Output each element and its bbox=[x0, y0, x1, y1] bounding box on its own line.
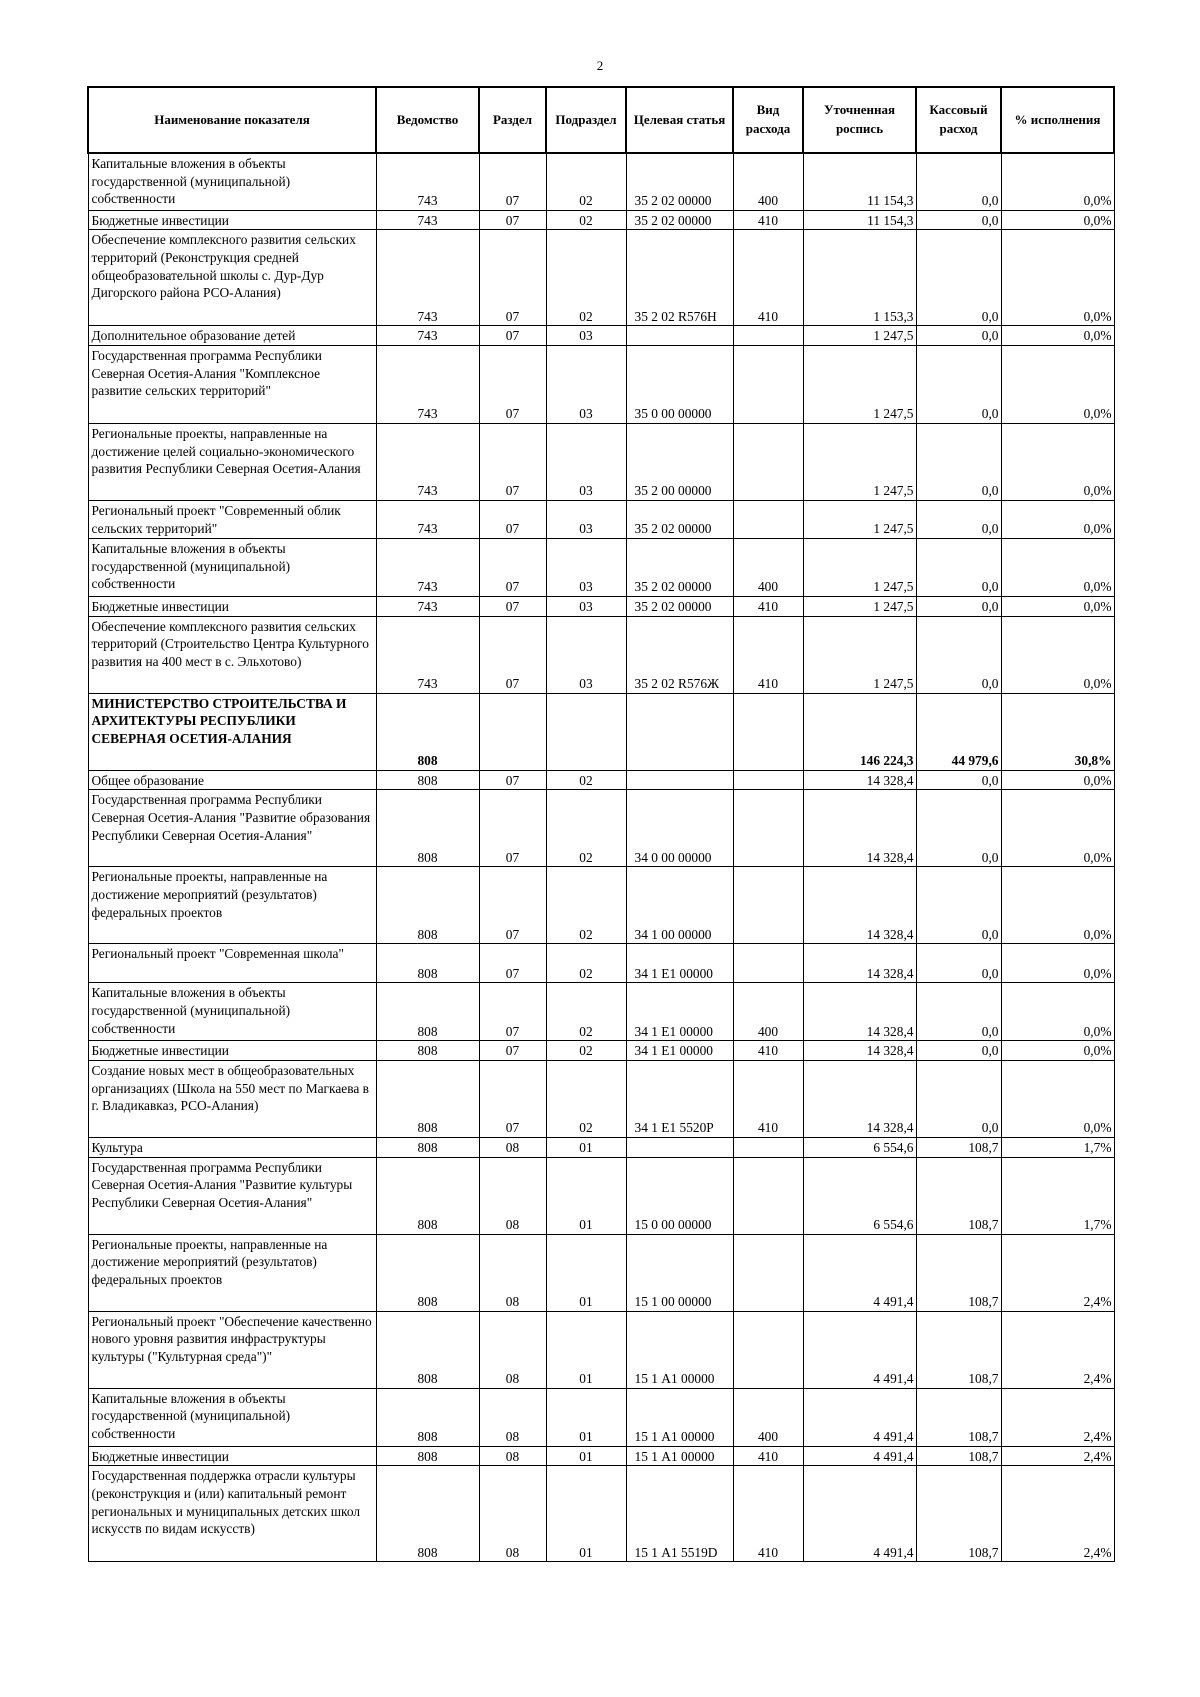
row-cash-expense: 108,7 bbox=[916, 1137, 1001, 1157]
row-section: 07 bbox=[479, 1060, 546, 1137]
table-header-row bbox=[88, 87, 1114, 153]
row-expense-type bbox=[733, 1234, 803, 1311]
row-department: 743 bbox=[376, 230, 479, 326]
row-cash-expense: 0,0 bbox=[916, 230, 1001, 326]
row-section: 07 bbox=[479, 867, 546, 944]
table-row bbox=[88, 596, 1114, 616]
row-department: 808 bbox=[376, 693, 479, 770]
row-subsection: 01 bbox=[546, 1311, 626, 1388]
table-row bbox=[88, 423, 1114, 500]
row-target-article: 35 2 02 00000 bbox=[626, 210, 733, 230]
row-execution-percent: 2,4% bbox=[1001, 1466, 1114, 1562]
table-row bbox=[88, 983, 1114, 1041]
row-target-article: 35 2 02 00000 bbox=[626, 538, 733, 596]
row-execution-percent: 0,0% bbox=[1001, 153, 1114, 210]
row-section: 08 bbox=[479, 1234, 546, 1311]
row-execution-percent: 2,4% bbox=[1001, 1311, 1114, 1388]
page-number: 2 bbox=[596, 58, 604, 73]
row-target-article: 15 0 00 00000 bbox=[626, 1157, 733, 1234]
row-expense-type: 400 bbox=[733, 538, 803, 596]
row-cash-expense: 0,0 bbox=[916, 210, 1001, 230]
row-execution-percent: 2,4% bbox=[1001, 1446, 1114, 1466]
row-expense-type bbox=[733, 326, 803, 346]
row-planned-amount: 11 154,3 bbox=[803, 153, 916, 210]
row-name: Государственная поддержка отрасли культуры (реконструкция и (или) капитальный ремонт региональных и муниципальных детских школ искусств по видам искусств) bbox=[88, 1466, 376, 1562]
row-target-article: 34 1 Е1 00000 bbox=[626, 944, 733, 983]
row-subsection: 03 bbox=[546, 616, 626, 693]
row-department: 743 bbox=[376, 596, 479, 616]
row-expense-type: 410 bbox=[733, 1466, 803, 1562]
row-cash-expense: 0,0 bbox=[916, 1060, 1001, 1137]
row-target-article bbox=[626, 770, 733, 790]
row-expense-type bbox=[733, 1157, 803, 1234]
row-name: Создание новых мест в общеобразовательных организациях (Школа на 550 мест по Магкаева в г. Владикавказ, РСО-Алания) bbox=[88, 1060, 376, 1137]
row-execution-percent: 30,8% bbox=[1001, 693, 1114, 770]
row-department: 808 bbox=[376, 983, 479, 1041]
row-name: Бюджетные инвестиции bbox=[88, 210, 376, 230]
row-target-article: 34 1 Е1 5520Р bbox=[626, 1060, 733, 1137]
row-planned-amount: 1 153,3 bbox=[803, 230, 916, 326]
row-execution-percent: 2,4% bbox=[1001, 1234, 1114, 1311]
row-execution-percent: 0,0% bbox=[1001, 596, 1114, 616]
row-execution-percent: 0,0% bbox=[1001, 616, 1114, 693]
row-planned-amount: 1 247,5 bbox=[803, 345, 916, 423]
row-target-article: 15 1 А1 00000 bbox=[626, 1388, 733, 1446]
table-row bbox=[88, 1466, 1114, 1562]
row-cash-expense: 0,0 bbox=[916, 790, 1001, 867]
row-planned-amount: 11 154,3 bbox=[803, 210, 916, 230]
row-expense-type: 410 bbox=[733, 1060, 803, 1137]
row-cash-expense: 0,0 bbox=[916, 944, 1001, 983]
row-cash-expense: 0,0 bbox=[916, 867, 1001, 944]
row-planned-amount: 14 328,4 bbox=[803, 983, 916, 1041]
row-target-article: 35 2 02 R576Н bbox=[626, 230, 733, 326]
row-target-article: 34 1 00 00000 bbox=[626, 867, 733, 944]
row-subsection: 02 bbox=[546, 1041, 626, 1061]
table-row bbox=[88, 790, 1114, 867]
row-name: Обеспечение комплексного развития сельских территорий (Строительство Центра Культурного развития на 400 мест в с. Эльхотово) bbox=[88, 616, 376, 693]
row-subsection: 03 bbox=[546, 538, 626, 596]
col-header-expense-type: Вид расхода bbox=[733, 87, 803, 153]
row-subsection: 02 bbox=[546, 983, 626, 1041]
row-cash-expense: 0,0 bbox=[916, 153, 1001, 210]
col-header-name: Наименование показателя bbox=[88, 87, 376, 153]
row-department: 743 bbox=[376, 326, 479, 346]
row-expense-type: 410 bbox=[733, 1041, 803, 1061]
row-department: 808 bbox=[376, 1388, 479, 1446]
row-expense-type: 400 bbox=[733, 983, 803, 1041]
row-subsection: 01 bbox=[546, 1388, 626, 1446]
table-row bbox=[88, 1041, 1114, 1061]
row-subsection: 02 bbox=[546, 867, 626, 944]
col-header-subsection: Подраздел bbox=[546, 87, 626, 153]
row-planned-amount: 14 328,4 bbox=[803, 1060, 916, 1137]
row-subsection: 03 bbox=[546, 326, 626, 346]
row-target-article: 15 1 А1 00000 bbox=[626, 1446, 733, 1466]
row-expense-type: 410 bbox=[733, 596, 803, 616]
row-department: 808 bbox=[376, 790, 479, 867]
row-section bbox=[479, 693, 546, 770]
row-expense-type: 410 bbox=[733, 616, 803, 693]
row-name: Общее образование bbox=[88, 770, 376, 790]
row-execution-percent: 1,7% bbox=[1001, 1157, 1114, 1234]
row-subsection: 02 bbox=[546, 1060, 626, 1137]
table-row bbox=[88, 326, 1114, 346]
row-department: 808 bbox=[376, 1466, 479, 1562]
row-name: Региональные проекты, направленные на достижение мероприятий (результатов) федеральных проектов bbox=[88, 867, 376, 944]
row-name: Государственная программа Республики Северная Осетия-Алания "Развитие культуры Республики Северная Осетия-Алания" bbox=[88, 1157, 376, 1234]
row-target-article: 15 1 А1 5519D bbox=[626, 1466, 733, 1562]
row-expense-type: 400 bbox=[733, 153, 803, 210]
row-planned-amount: 4 491,4 bbox=[803, 1234, 916, 1311]
row-target-article: 35 0 00 00000 bbox=[626, 345, 733, 423]
row-cash-expense: 0,0 bbox=[916, 983, 1001, 1041]
row-subsection: 02 bbox=[546, 944, 626, 983]
row-section: 07 bbox=[479, 770, 546, 790]
row-target-article: 34 0 00 00000 bbox=[626, 790, 733, 867]
row-target-article: 35 2 00 00000 bbox=[626, 423, 733, 500]
row-planned-amount: 4 491,4 bbox=[803, 1466, 916, 1562]
row-name: Бюджетные инвестиции bbox=[88, 1446, 376, 1466]
row-cash-expense: 108,7 bbox=[916, 1311, 1001, 1388]
row-expense-type bbox=[733, 345, 803, 423]
row-planned-amount: 4 491,4 bbox=[803, 1311, 916, 1388]
col-header-section: Раздел bbox=[479, 87, 546, 153]
row-cash-expense: 108,7 bbox=[916, 1388, 1001, 1446]
row-target-article: 35 2 02 00000 bbox=[626, 596, 733, 616]
row-planned-amount: 1 247,5 bbox=[803, 326, 916, 346]
table-row bbox=[88, 1446, 1114, 1466]
row-name: Государственная программа Республики Северная Осетия-Алания "Комплексное развитие сельских территорий" bbox=[88, 345, 376, 423]
row-name: Региональный проект "Современная школа" bbox=[88, 944, 376, 983]
row-execution-percent: 0,0% bbox=[1001, 538, 1114, 596]
row-execution-percent: 0,0% bbox=[1001, 983, 1114, 1041]
row-subsection: 03 bbox=[546, 423, 626, 500]
row-cash-expense: 0,0 bbox=[916, 345, 1001, 423]
row-section: 07 bbox=[479, 983, 546, 1041]
row-execution-percent: 0,0% bbox=[1001, 1041, 1114, 1061]
row-execution-percent: 2,4% bbox=[1001, 1388, 1114, 1446]
row-cash-expense: 108,7 bbox=[916, 1446, 1001, 1466]
row-expense-type bbox=[733, 500, 803, 538]
col-header-planned: Уточненная роспись bbox=[803, 87, 916, 153]
row-planned-amount: 14 328,4 bbox=[803, 867, 916, 944]
row-section: 08 bbox=[479, 1311, 546, 1388]
row-execution-percent: 0,0% bbox=[1001, 770, 1114, 790]
row-target-article bbox=[626, 326, 733, 346]
row-subsection: 01 bbox=[546, 1157, 626, 1234]
row-subsection: 02 bbox=[546, 230, 626, 326]
row-cash-expense: 0,0 bbox=[916, 538, 1001, 596]
row-name: Региональные проекты, направленные на достижение целей социально-экономического развития Республики Северная Осетия-Алания bbox=[88, 423, 376, 500]
row-section: 07 bbox=[479, 345, 546, 423]
row-planned-amount: 1 247,5 bbox=[803, 500, 916, 538]
row-name: МИНИСТЕРСТВО СТРОИТЕЛЬСТВА И АРХИТЕКТУРЫ РЕСПУБЛИКИ СЕВЕРНАЯ ОСЕТИЯ-АЛАНИЯ bbox=[88, 693, 376, 770]
row-section: 08 bbox=[479, 1466, 546, 1562]
col-header-department: Ведомство bbox=[376, 87, 479, 153]
row-cash-expense: 108,7 bbox=[916, 1466, 1001, 1562]
row-section: 07 bbox=[479, 153, 546, 210]
row-department: 808 bbox=[376, 1137, 479, 1157]
row-execution-percent: 0,0% bbox=[1001, 1060, 1114, 1137]
row-expense-type bbox=[733, 1137, 803, 1157]
row-cash-expense: 0,0 bbox=[916, 616, 1001, 693]
row-section: 07 bbox=[479, 538, 546, 596]
row-section: 07 bbox=[479, 500, 546, 538]
row-target-article: 15 1 А1 00000 bbox=[626, 1311, 733, 1388]
row-execution-percent: 1,7% bbox=[1001, 1137, 1114, 1157]
table-row bbox=[88, 944, 1114, 983]
row-section: 07 bbox=[479, 210, 546, 230]
table-row bbox=[88, 1311, 1114, 1388]
row-subsection: 01 bbox=[546, 1446, 626, 1466]
row-name: Дополнительное образование детей bbox=[88, 326, 376, 346]
row-execution-percent: 0,0% bbox=[1001, 500, 1114, 538]
row-cash-expense: 44 979,6 bbox=[916, 693, 1001, 770]
table-row bbox=[88, 1157, 1114, 1234]
row-execution-percent: 0,0% bbox=[1001, 345, 1114, 423]
row-section: 07 bbox=[479, 790, 546, 867]
row-target-article: 34 1 Е1 00000 bbox=[626, 1041, 733, 1061]
row-subsection: 02 bbox=[546, 790, 626, 867]
budget-execution-table bbox=[87, 86, 1115, 1562]
row-expense-type bbox=[733, 1311, 803, 1388]
row-planned-amount: 14 328,4 bbox=[803, 944, 916, 983]
col-header-percent: % исполнения bbox=[1001, 87, 1114, 153]
row-department: 808 bbox=[376, 770, 479, 790]
row-section: 07 bbox=[479, 326, 546, 346]
row-expense-type: 400 bbox=[733, 1388, 803, 1446]
row-planned-amount: 6 554,6 bbox=[803, 1157, 916, 1234]
row-department: 808 bbox=[376, 1234, 479, 1311]
row-name: Региональный проект "Современный облик сельских территорий" bbox=[88, 500, 376, 538]
row-department: 743 bbox=[376, 500, 479, 538]
row-expense-type bbox=[733, 944, 803, 983]
row-name: Региональный проект "Обеспечение качественно нового уровня развития инфраструктуры культуры ("Культурная среда")" bbox=[88, 1311, 376, 1388]
row-expense-type: 410 bbox=[733, 210, 803, 230]
row-target-article: 34 1 Е1 00000 bbox=[626, 983, 733, 1041]
row-name: Государственная программа Республики Северная Осетия-Алания "Развитие образования Республики Северная Осетия-Алания" bbox=[88, 790, 376, 867]
row-name: Капитальные вложения в объекты государственной (муниципальной) собственности bbox=[88, 1388, 376, 1446]
row-section: 07 bbox=[479, 944, 546, 983]
row-planned-amount: 4 491,4 bbox=[803, 1446, 916, 1466]
row-target-article: 35 2 02 R576Ж bbox=[626, 616, 733, 693]
row-subsection: 03 bbox=[546, 500, 626, 538]
row-expense-type bbox=[733, 423, 803, 500]
row-subsection: 01 bbox=[546, 1137, 626, 1157]
row-department: 743 bbox=[376, 538, 479, 596]
row-cash-expense: 0,0 bbox=[916, 423, 1001, 500]
table-row bbox=[88, 1060, 1114, 1137]
row-target-article: 15 1 00 00000 bbox=[626, 1234, 733, 1311]
row-planned-amount: 1 247,5 bbox=[803, 616, 916, 693]
row-section: 07 bbox=[479, 230, 546, 326]
row-section: 08 bbox=[479, 1137, 546, 1157]
row-subsection: 03 bbox=[546, 345, 626, 423]
row-name: Региональные проекты, направленные на достижение мероприятий (результатов) федеральных проектов bbox=[88, 1234, 376, 1311]
row-planned-amount: 14 328,4 bbox=[803, 790, 916, 867]
row-name: Культура bbox=[88, 1137, 376, 1157]
row-subsection: 02 bbox=[546, 770, 626, 790]
row-cash-expense: 0,0 bbox=[916, 500, 1001, 538]
row-planned-amount: 1 247,5 bbox=[803, 596, 916, 616]
table-row bbox=[88, 210, 1114, 230]
row-expense-type bbox=[733, 693, 803, 770]
row-planned-amount: 6 554,6 bbox=[803, 1137, 916, 1157]
table-row bbox=[88, 616, 1114, 693]
row-name: Обеспечение комплексного развития сельских территорий (Реконструкция средней общеобразовательной школы с. Дур-Дур Дигорского района РСО-Алания) bbox=[88, 230, 376, 326]
row-planned-amount: 14 328,4 bbox=[803, 770, 916, 790]
table-row bbox=[88, 867, 1114, 944]
table-row bbox=[88, 1137, 1114, 1157]
row-execution-percent: 0,0% bbox=[1001, 423, 1114, 500]
row-department: 743 bbox=[376, 423, 479, 500]
row-name: Бюджетные инвестиции bbox=[88, 1041, 376, 1061]
table-row bbox=[88, 1234, 1114, 1311]
row-subsection: 01 bbox=[546, 1466, 626, 1562]
col-header-cash-expense: Кассовый расход bbox=[916, 87, 1001, 153]
row-execution-percent: 0,0% bbox=[1001, 790, 1114, 867]
row-department: 743 bbox=[376, 153, 479, 210]
row-subsection bbox=[546, 693, 626, 770]
row-department: 743 bbox=[376, 210, 479, 230]
row-target-article: 35 2 02 00000 bbox=[626, 153, 733, 210]
row-subsection: 01 bbox=[546, 1234, 626, 1311]
row-planned-amount: 146 224,3 bbox=[803, 693, 916, 770]
row-expense-type bbox=[733, 790, 803, 867]
row-expense-type bbox=[733, 867, 803, 944]
table-row bbox=[88, 230, 1114, 326]
row-planned-amount: 14 328,4 bbox=[803, 1041, 916, 1061]
row-department: 743 bbox=[376, 345, 479, 423]
row-execution-percent: 0,0% bbox=[1001, 210, 1114, 230]
table-row bbox=[88, 693, 1114, 770]
row-department: 808 bbox=[376, 1060, 479, 1137]
row-target-article bbox=[626, 693, 733, 770]
row-target-article: 35 2 02 00000 bbox=[626, 500, 733, 538]
row-cash-expense: 0,0 bbox=[916, 596, 1001, 616]
row-expense-type bbox=[733, 770, 803, 790]
row-cash-expense: 0,0 bbox=[916, 326, 1001, 346]
row-expense-type: 410 bbox=[733, 1446, 803, 1466]
row-name: Бюджетные инвестиции bbox=[88, 596, 376, 616]
row-subsection: 02 bbox=[546, 153, 626, 210]
row-expense-type: 410 bbox=[733, 230, 803, 326]
row-execution-percent: 0,0% bbox=[1001, 230, 1114, 326]
table-row bbox=[88, 770, 1114, 790]
row-cash-expense: 0,0 bbox=[916, 1041, 1001, 1061]
row-department: 808 bbox=[376, 867, 479, 944]
row-section: 07 bbox=[479, 596, 546, 616]
row-department: 808 bbox=[376, 1041, 479, 1061]
table-row bbox=[88, 153, 1114, 210]
row-target-article bbox=[626, 1137, 733, 1157]
row-execution-percent: 0,0% bbox=[1001, 326, 1114, 346]
row-department: 743 bbox=[376, 616, 479, 693]
row-planned-amount: 1 247,5 bbox=[803, 423, 916, 500]
row-department: 808 bbox=[376, 1446, 479, 1466]
table-body bbox=[88, 153, 1114, 1562]
row-section: 07 bbox=[479, 423, 546, 500]
row-cash-expense: 0,0 bbox=[916, 770, 1001, 790]
row-department: 808 bbox=[376, 944, 479, 983]
row-name: Капитальные вложения в объекты государственной (муниципальной) собственности bbox=[88, 538, 376, 596]
row-section: 08 bbox=[479, 1388, 546, 1446]
row-execution-percent: 0,0% bbox=[1001, 867, 1114, 944]
row-section: 08 bbox=[479, 1157, 546, 1234]
table-row bbox=[88, 345, 1114, 423]
row-execution-percent: 0,0% bbox=[1001, 944, 1114, 983]
row-name: Капитальные вложения в объекты государственной (муниципальной) собственности bbox=[88, 983, 376, 1041]
row-section: 08 bbox=[479, 1446, 546, 1466]
row-subsection: 02 bbox=[546, 210, 626, 230]
table-row bbox=[88, 500, 1114, 538]
row-cash-expense: 108,7 bbox=[916, 1157, 1001, 1234]
row-section: 07 bbox=[479, 1041, 546, 1061]
row-department: 808 bbox=[376, 1311, 479, 1388]
row-subsection: 03 bbox=[546, 596, 626, 616]
row-section: 07 bbox=[479, 616, 546, 693]
col-header-target-article: Целевая статья bbox=[626, 87, 733, 153]
row-cash-expense: 108,7 bbox=[916, 1234, 1001, 1311]
row-planned-amount: 4 491,4 bbox=[803, 1388, 916, 1446]
row-department: 808 bbox=[376, 1157, 479, 1234]
table-row bbox=[88, 1388, 1114, 1446]
table-row bbox=[88, 538, 1114, 596]
row-planned-amount: 1 247,5 bbox=[803, 538, 916, 596]
row-name: Капитальные вложения в объекты государственной (муниципальной) собственности bbox=[88, 153, 376, 210]
